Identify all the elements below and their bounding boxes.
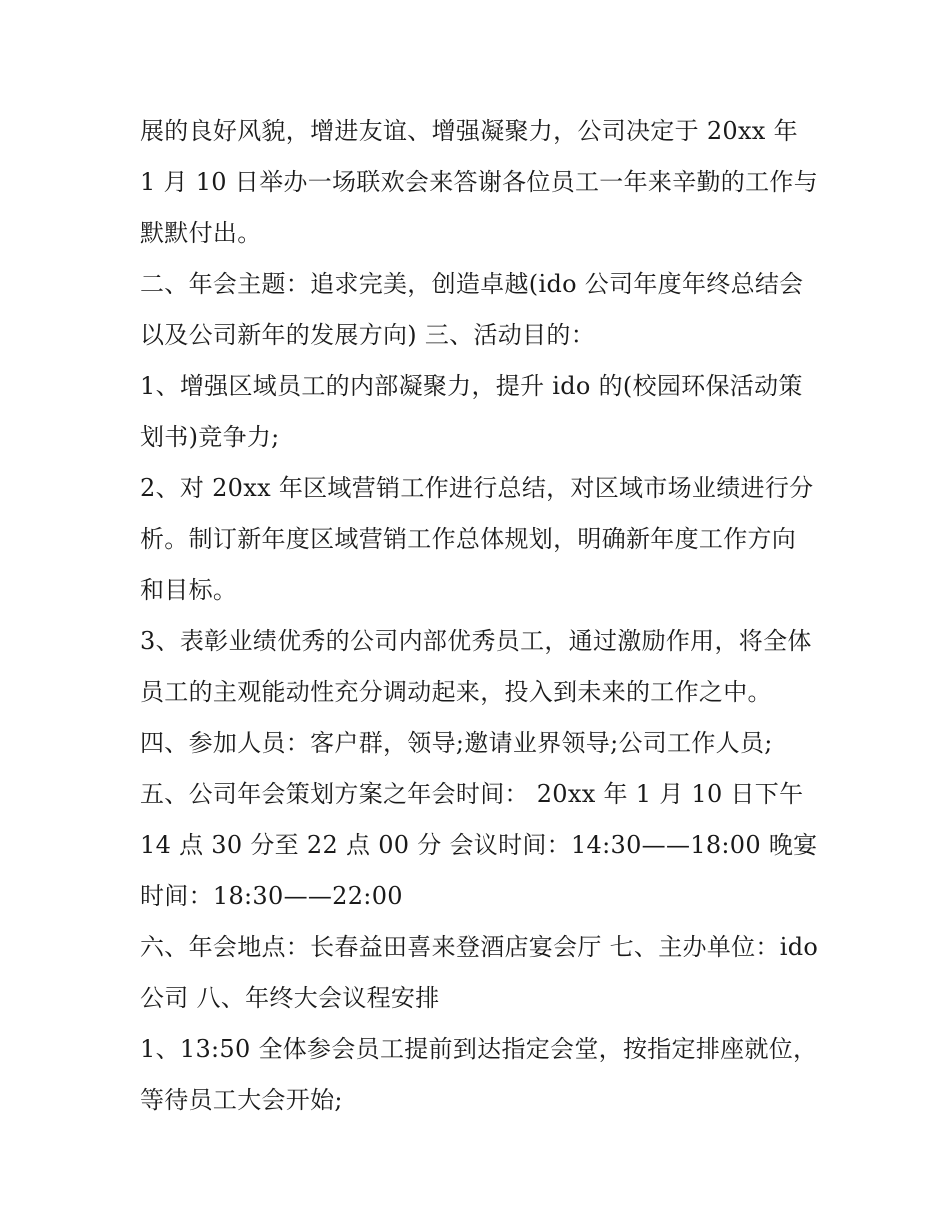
paragraph-goal-3: 3、表彰业绩优秀的公司内部优秀员工，通过激励作用，将全体员工的主观能动性充分调动起来，投入到未来的工作之中。 (140, 627, 812, 706)
paragraph-goal-1: 1、增强区域员工的内部凝聚力，提升 ido 的(校园环保活动策划书)竞争力; (140, 372, 803, 451)
paragraph-agenda-1: 1、13:50 全体参会员工提前到达指定会堂，按指定排座就位，等待员工大会开始; (140, 1035, 818, 1114)
paragraph-intro: 展的良好风貌，增进友谊、增强凝聚力，公司决定于 20xx 年 1 月 10 日举办一场联欢会来答谢各位员工一年来辛勤的工作与默默付出。 (140, 117, 818, 247)
paragraph-goal-2: 2、对 20xx 年区域营销工作进行总结，对区域市场业绩进行分析。制订新年度区域营销工作总体规划，明确新年度工作方向和目标。 (140, 474, 814, 604)
document-body (140, 106, 820, 1126)
paragraph-venue: 六、年会地点：长春益田喜来登酒店宴会厅 七、主办单位：ido 公司 八、年终大会议程安排 (140, 933, 819, 1012)
paragraph-theme: 二、年会主题：追求完美，创造卓越(ido 公司年度年终总结会以及公司新年的发展方向) 三、活动目的： (140, 270, 804, 349)
paragraph-time: 五、公司年会策划方案之年会时间： 20xx 年 1 月 10 日下午 14 点 30 分至 22 点 00 分 会议时间：14:30——18:00 晚宴时间：18:30——22:00 (140, 780, 818, 910)
paragraph-attendees: 四、参加人员：客户群，领导;邀请业界领导;公司工作人员; (140, 729, 773, 757)
